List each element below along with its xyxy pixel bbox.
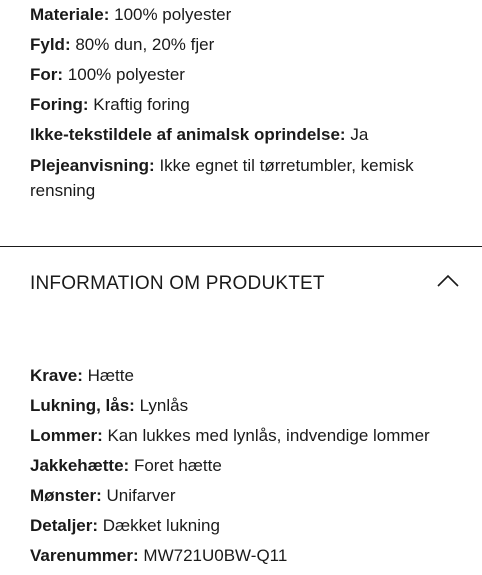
attribute-value: Dækket lukning xyxy=(102,516,220,535)
attribute-row-hood xyxy=(30,451,464,481)
attribute-value: Foret hætte xyxy=(133,456,222,475)
attribute-label: For: xyxy=(30,65,64,84)
accordion-title: INFORMATION OM PRODUKTET xyxy=(30,273,325,294)
attribute-value: Ikke egnet til tørretumbler, kemisk rensning xyxy=(30,156,414,200)
attribute-label: Foring: xyxy=(30,95,89,114)
attribute-row-details xyxy=(30,511,464,541)
attribute-row-closure xyxy=(30,391,464,421)
attribute-value: MW721U0BW-Q11 xyxy=(143,546,288,565)
product-attribute-list xyxy=(30,361,464,571)
attribute-label: Mønster: xyxy=(30,486,102,505)
attribute-value: Ja xyxy=(350,125,369,144)
attribute-value: Kan lukkes med lynlås, indvendige lommer xyxy=(107,426,430,445)
attribute-label: Ikke-tekstildele af animalsk oprindelse: xyxy=(30,125,346,144)
attribute-label: Fyld: xyxy=(30,35,71,54)
attribute-value: Hætte xyxy=(87,366,134,385)
attribute-value: Kraftig foring xyxy=(93,95,190,114)
attribute-label: Lukning, lås: xyxy=(30,396,135,415)
attribute-value: 80% dun, 20% fjer xyxy=(75,35,215,54)
chevron-up-icon[interactable] xyxy=(436,274,460,288)
attribute-row-material xyxy=(30,0,464,30)
attribute-label: Lommer: xyxy=(30,426,103,445)
attribute-row-collar xyxy=(30,361,464,391)
attribute-row-pattern xyxy=(30,481,464,511)
attribute-row-item-number xyxy=(30,541,464,571)
attribute-row-padding xyxy=(30,90,464,120)
attribute-label: Plejeanvisning: xyxy=(30,156,155,175)
attribute-label: Jakkehætte: xyxy=(30,456,130,475)
attribute-label: Materiale: xyxy=(30,5,110,24)
attribute-value: 100% polyester xyxy=(67,65,185,84)
attribute-label: Detaljer: xyxy=(30,516,99,535)
attribute-value: Lynlås xyxy=(139,396,189,415)
attribute-value: 100% polyester xyxy=(114,5,232,24)
attribute-row-lining xyxy=(30,60,464,90)
attribute-label: Krave: xyxy=(30,366,83,385)
attribute-value: Unifarver xyxy=(106,486,176,505)
material-attribute-list xyxy=(30,0,464,203)
attribute-row-care xyxy=(30,150,464,203)
attribute-label: Varenummer: xyxy=(30,546,139,565)
product-info-accordion-header[interactable] xyxy=(0,247,482,319)
attribute-row-animal-origin xyxy=(30,120,464,150)
attribute-row-filling xyxy=(30,30,464,60)
attribute-row-pockets xyxy=(30,421,464,451)
